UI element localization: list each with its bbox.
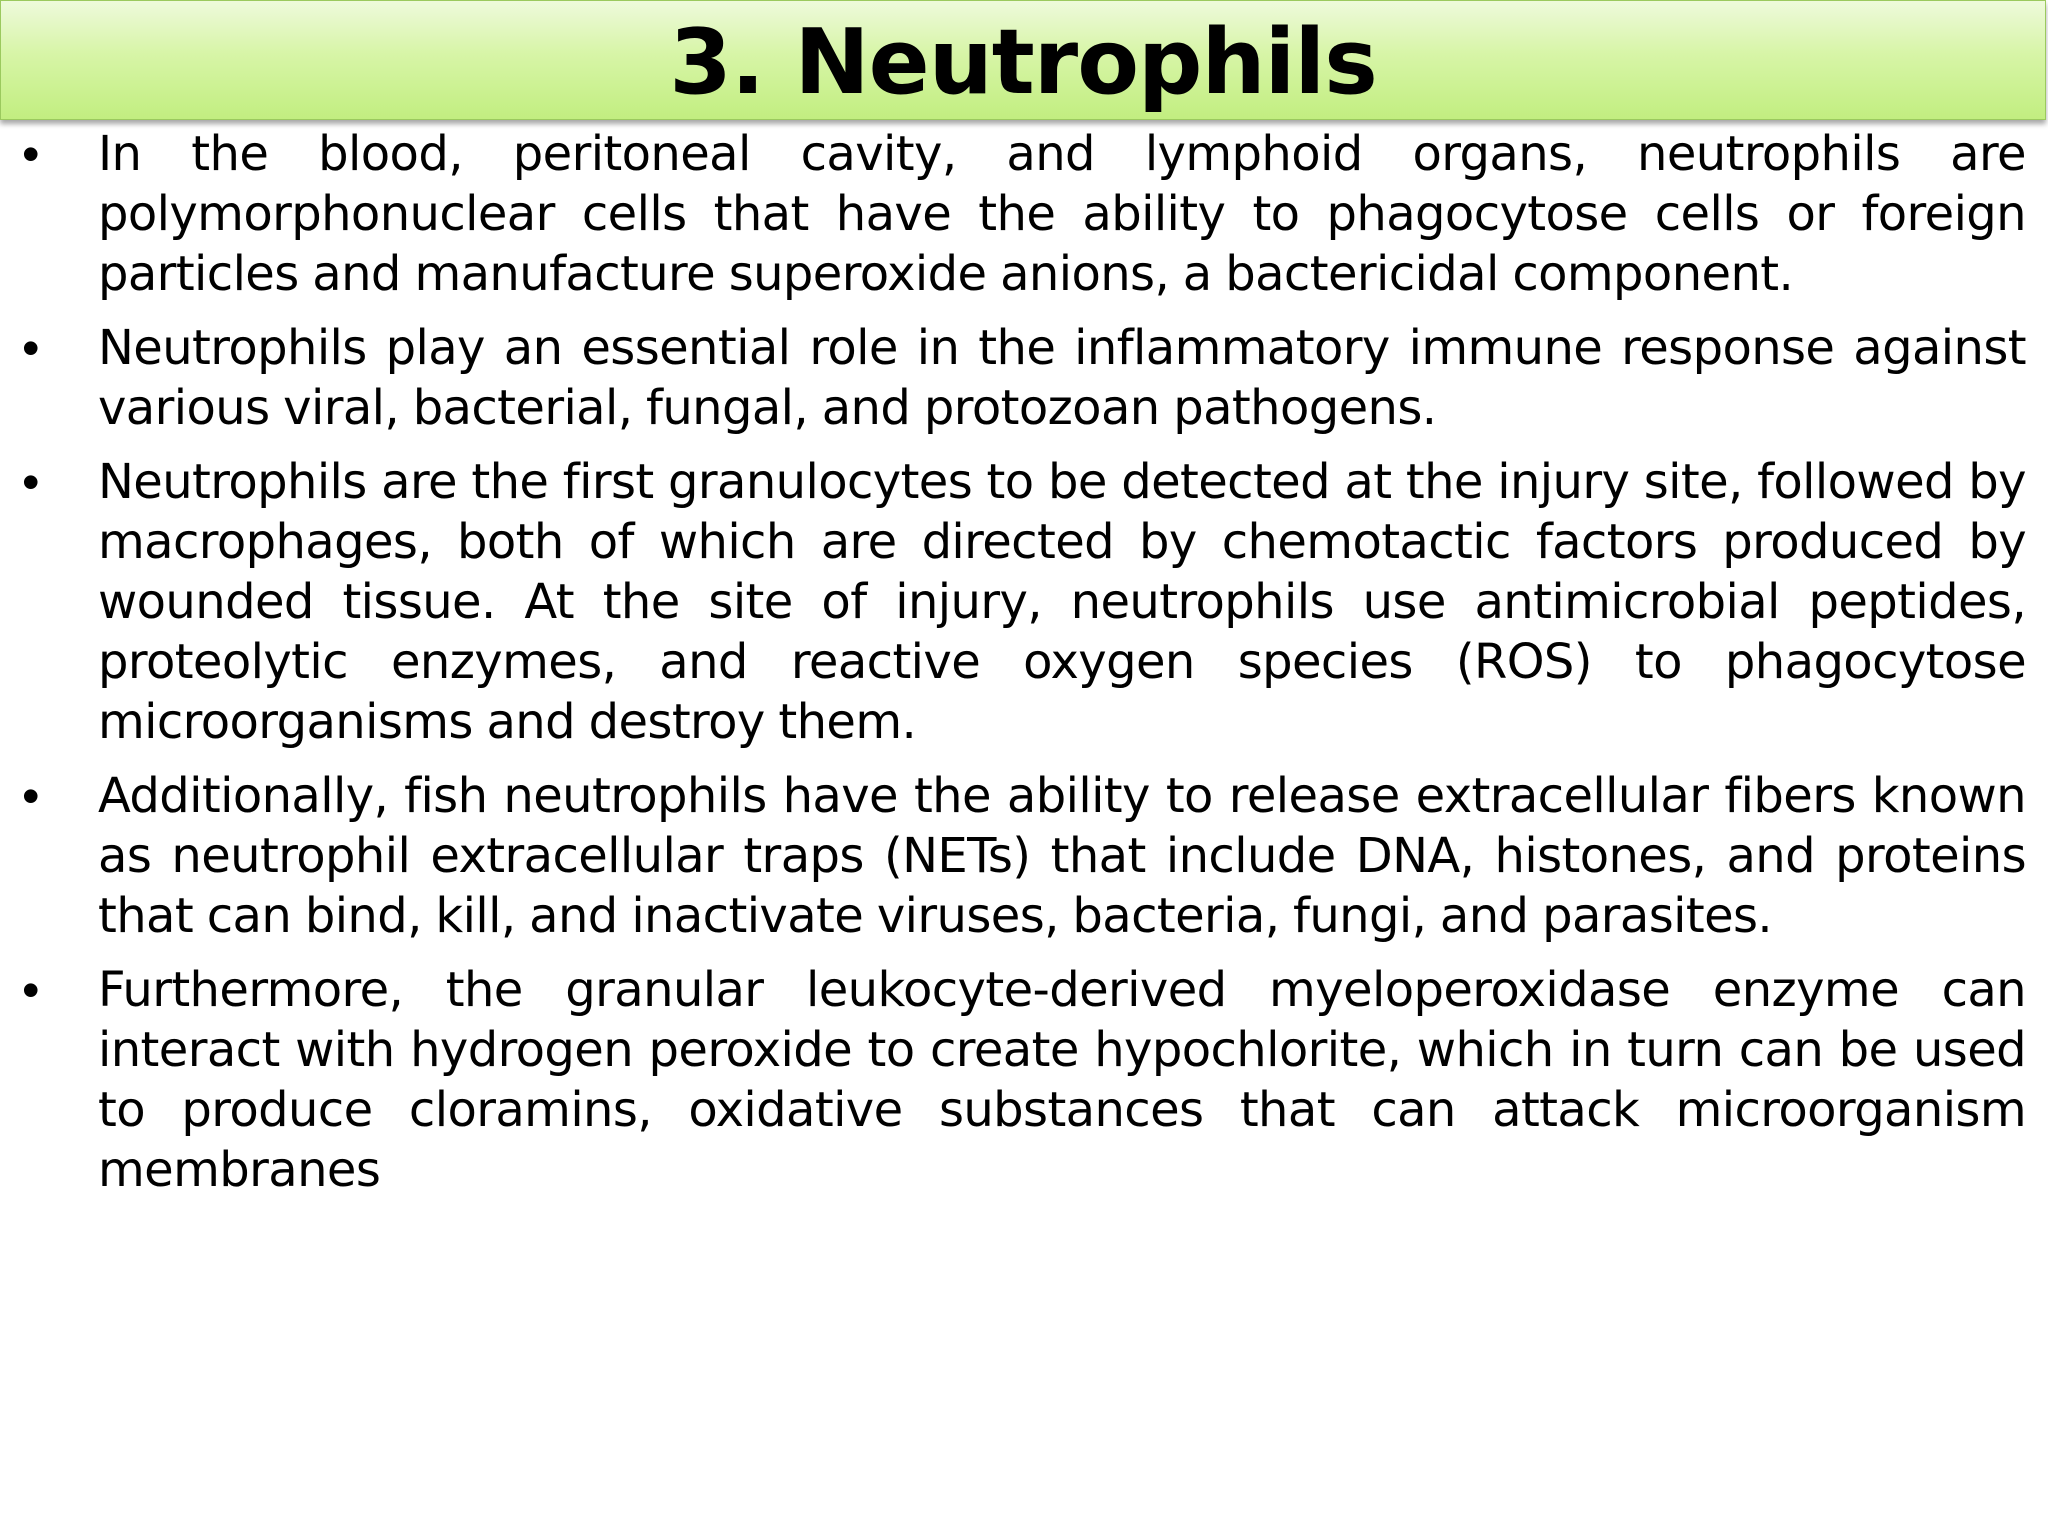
bullet-text: In the blood, peritoneal cavity, and lymphoid organs, neutrophils are polymorphonuclear cells that have the ability to phagocytose cells or foreign particles and manufacture superoxide anions, a bactericidal component. xyxy=(98,126,2026,302)
bullet-item xyxy=(22,960,2026,1200)
bullet-text: Neutrophils play an essential role in the inflammatory immune response against various viral, bacterial, fungal, and protozoan pathogens. xyxy=(98,320,2026,436)
bullet-item xyxy=(22,766,2026,946)
bullet-list xyxy=(22,124,2026,1214)
title-bar xyxy=(0,0,2046,120)
bullet-item xyxy=(22,124,2026,304)
bullet-text: Neutrophils are the first granulocytes to be detected at the injury site, followed by macrophages, both of which are directed by chemotactic factors produced by wounded tissue. At the site of injury, neutrophils use antimicrobial peptides, proteolytic enzymes, and reactive oxygen species (ROS) to phagocytose microorganisms and destroy them. xyxy=(98,454,2026,750)
bullet-marker: • xyxy=(22,768,40,824)
bullet-item xyxy=(22,318,2026,438)
bullet-marker: • xyxy=(22,454,40,510)
slide-title: 3. Neutrophils xyxy=(669,10,1377,115)
bullet-item xyxy=(22,452,2026,752)
bullet-text: Additionally, fish neutrophils have the ability to release extracellular fibers known as neutrophil extracellular traps (NETs) that include DNA, histones, and proteins that can bind, kill, and inactivate viruses, bacteria, fungi, and parasites. xyxy=(98,768,2026,944)
bullet-marker: • xyxy=(22,126,40,182)
bullet-marker: • xyxy=(22,320,40,376)
bullet-text: Furthermore, the granular leukocyte-derived myeloperoxidase enzyme can interact with hydrogen peroxide to create hypochlorite, which in turn can be used to produce cloramins, oxidative substances that can attack microorganism membranes xyxy=(98,962,2026,1198)
bullet-marker: • xyxy=(22,962,40,1018)
